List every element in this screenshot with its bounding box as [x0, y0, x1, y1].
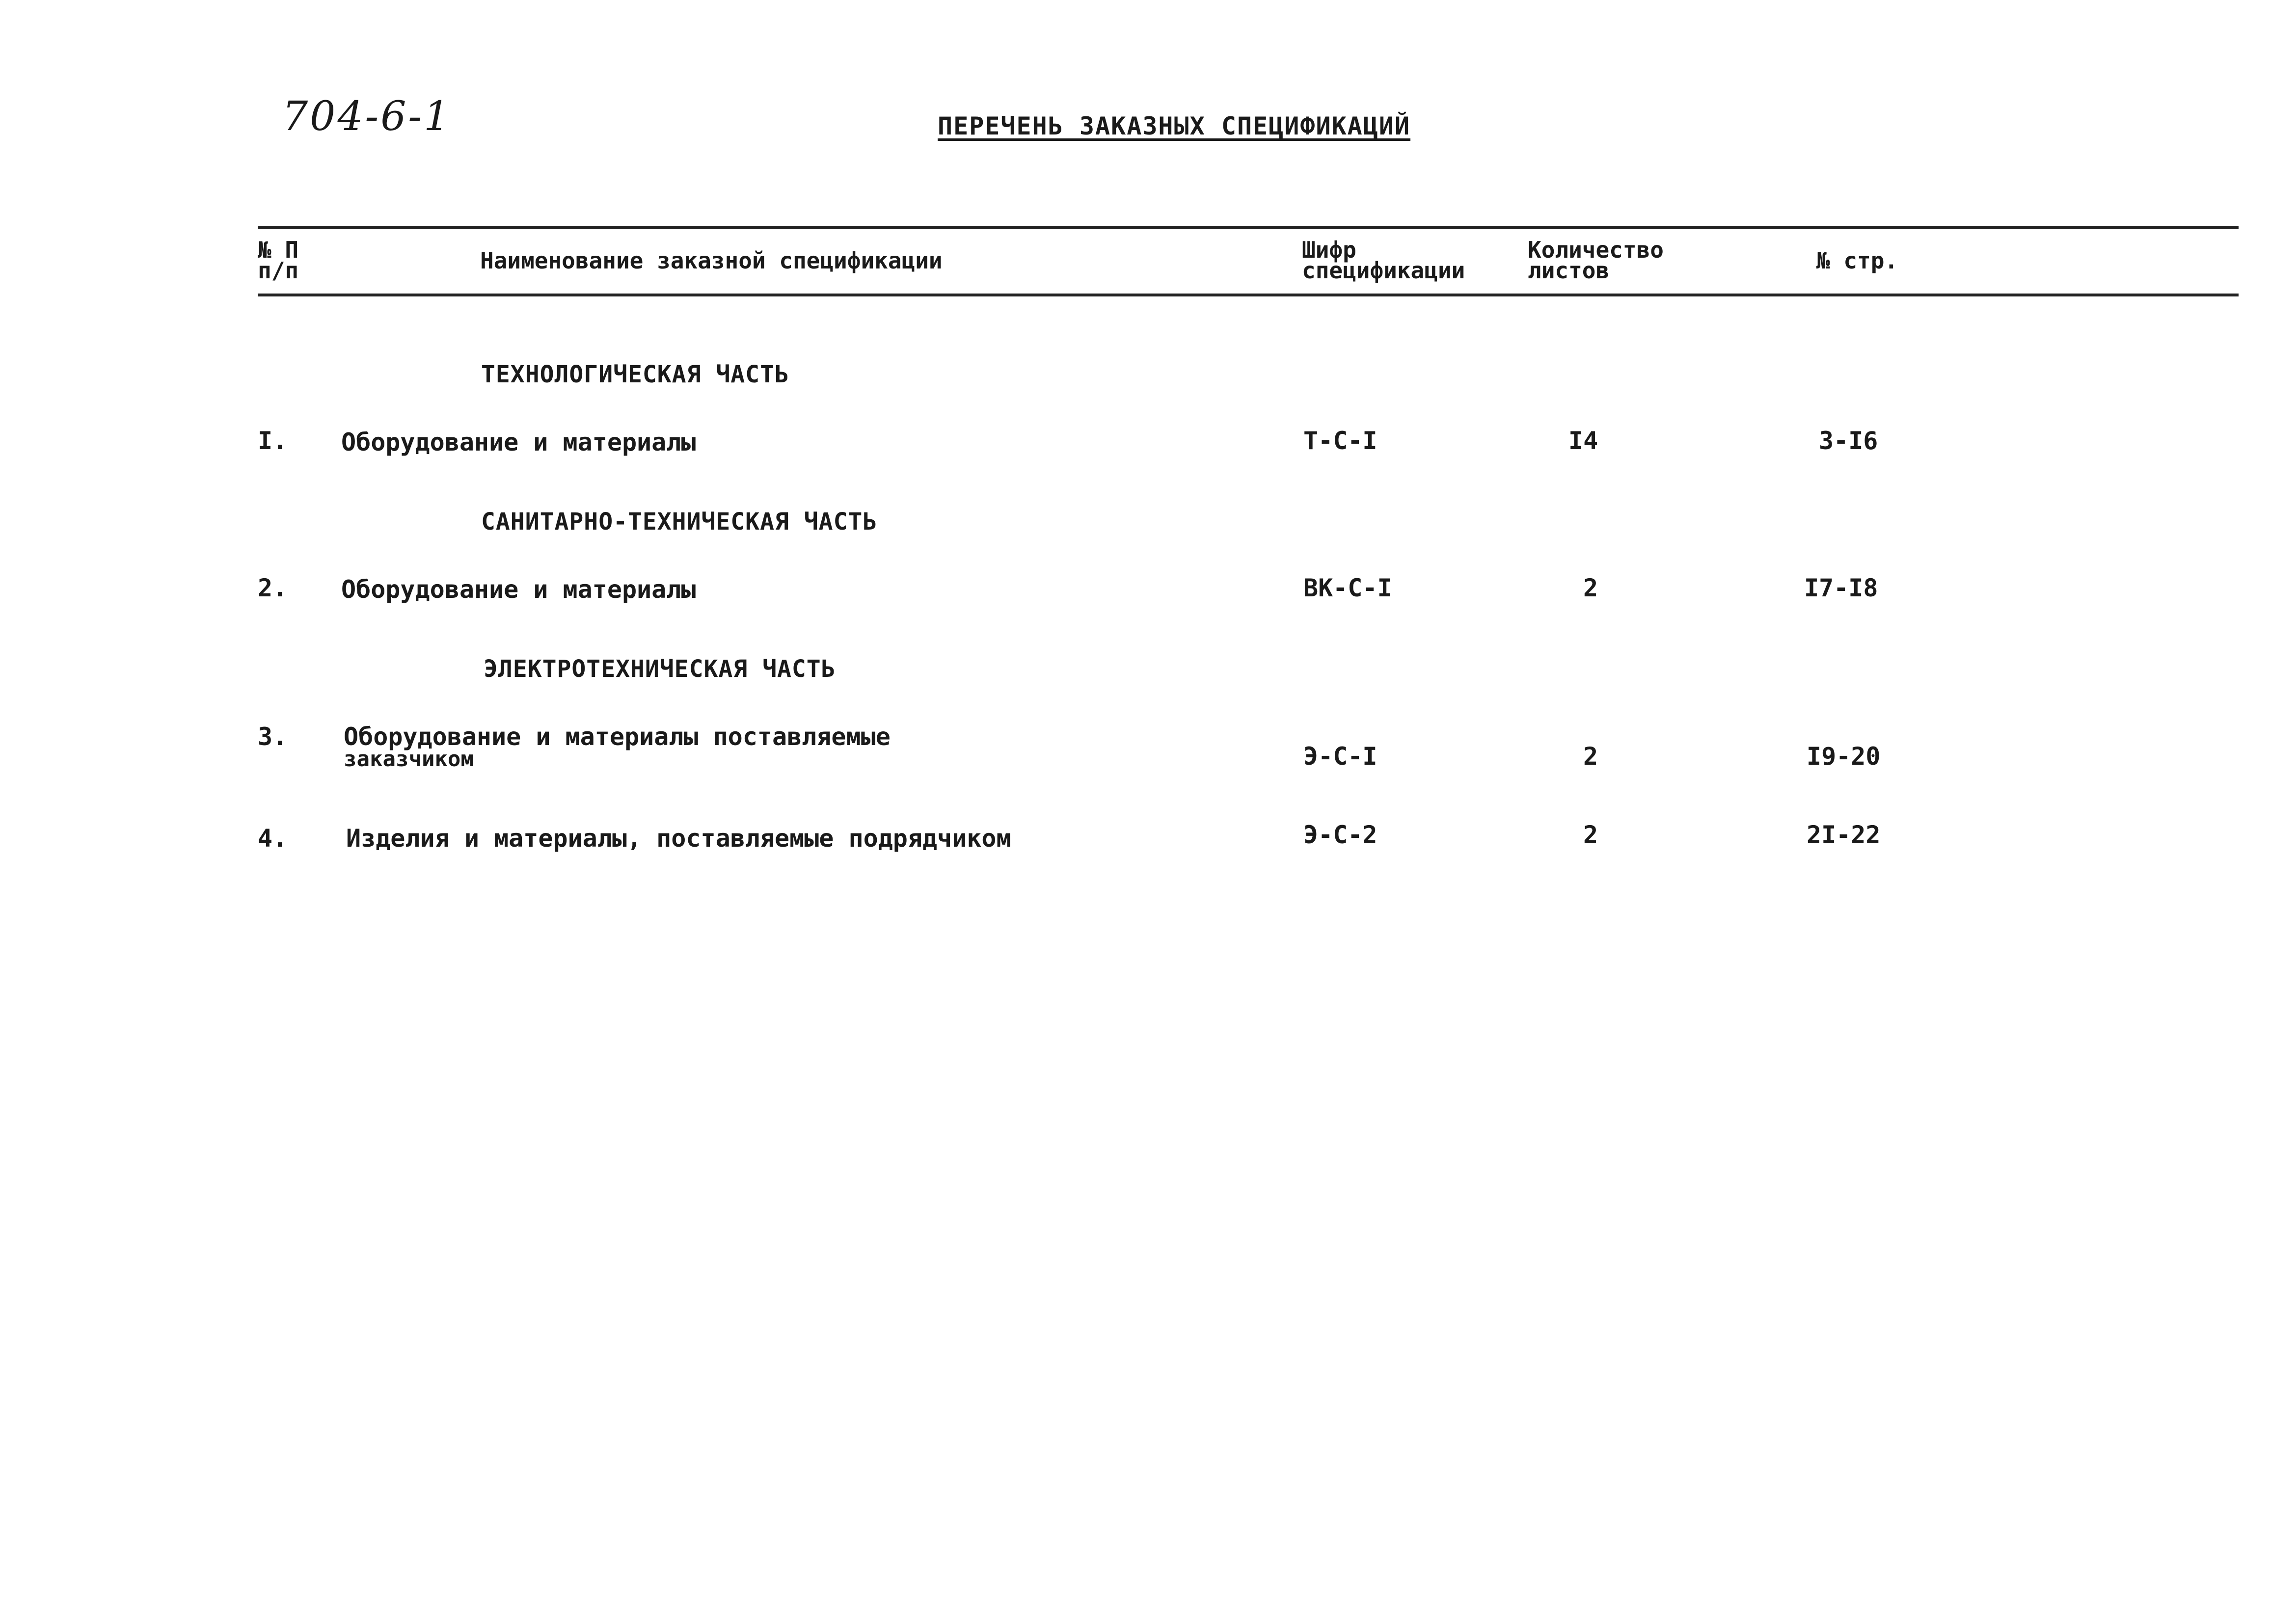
header-sheets-line1: Количество	[1528, 237, 1664, 263]
row-sheets: 2	[1583, 574, 1598, 602]
table-top-rule	[258, 226, 2239, 229]
row-name: Оборудование и материалы	[341, 428, 696, 456]
row-sheets: 2	[1583, 742, 1598, 771]
row-sheets: I4	[1568, 427, 1598, 455]
row-sheets: 2	[1583, 821, 1598, 849]
row-code: Т-С-I	[1303, 427, 1378, 455]
section-title-technological: ТЕХНОЛОГИЧЕСКАЯ ЧАСТЬ	[481, 361, 789, 388]
table-header-bottom-rule	[258, 294, 2239, 296]
row-name: Изделия и материалы, поставляемые подрядчиком	[346, 824, 1011, 853]
row-pages: I7-I8	[1804, 574, 1878, 602]
row-number: I.	[258, 427, 288, 455]
header-number-line1: № П	[258, 237, 299, 263]
header-sheets	[1528, 237, 1664, 284]
row-number: 2.	[258, 574, 288, 602]
header-code-line2: спецификации	[1302, 257, 1465, 284]
row-number: 3.	[258, 723, 288, 751]
header-code-line1: Шифр	[1302, 237, 1356, 263]
row-name: Оборудование и материалы	[341, 575, 696, 604]
header-code	[1302, 237, 1465, 284]
document-code-handwritten: 704-6-1	[282, 93, 452, 140]
row-pages: 3-I6	[1819, 427, 1878, 455]
row-code: Э-С-2	[1303, 821, 1378, 849]
header-number	[258, 237, 299, 284]
row-code: ВК-С-I	[1303, 574, 1392, 602]
row-number: 4.	[258, 824, 288, 853]
header-number-line2: п/п	[258, 257, 299, 284]
row-name-line1: Оборудование и материалы поставляемые	[344, 723, 891, 751]
row-pages: I9-20	[1807, 742, 1881, 771]
row-name-line2: заказчиком	[344, 747, 474, 772]
document-title: ПЕРЕЧЕНЬ ЗАКАЗНЫХ СПЕЦИФИКАЦИЙ	[938, 112, 1411, 140]
header-pages: № стр.	[1816, 247, 1898, 274]
section-title-sanitary: САНИТАРНО-ТЕХНИЧЕСКАЯ ЧАСТЬ	[481, 508, 878, 535]
row-name	[344, 725, 891, 771]
header-name: Наименование заказной спецификации	[480, 247, 943, 274]
row-code: Э-С-I	[1303, 742, 1378, 771]
row-pages: 2I-22	[1807, 821, 1881, 849]
header-sheets-line2: листов	[1528, 257, 1610, 284]
section-title-electrical: ЭЛЕКТРОТЕХНИЧЕСКАЯ ЧАСТЬ	[484, 655, 836, 683]
